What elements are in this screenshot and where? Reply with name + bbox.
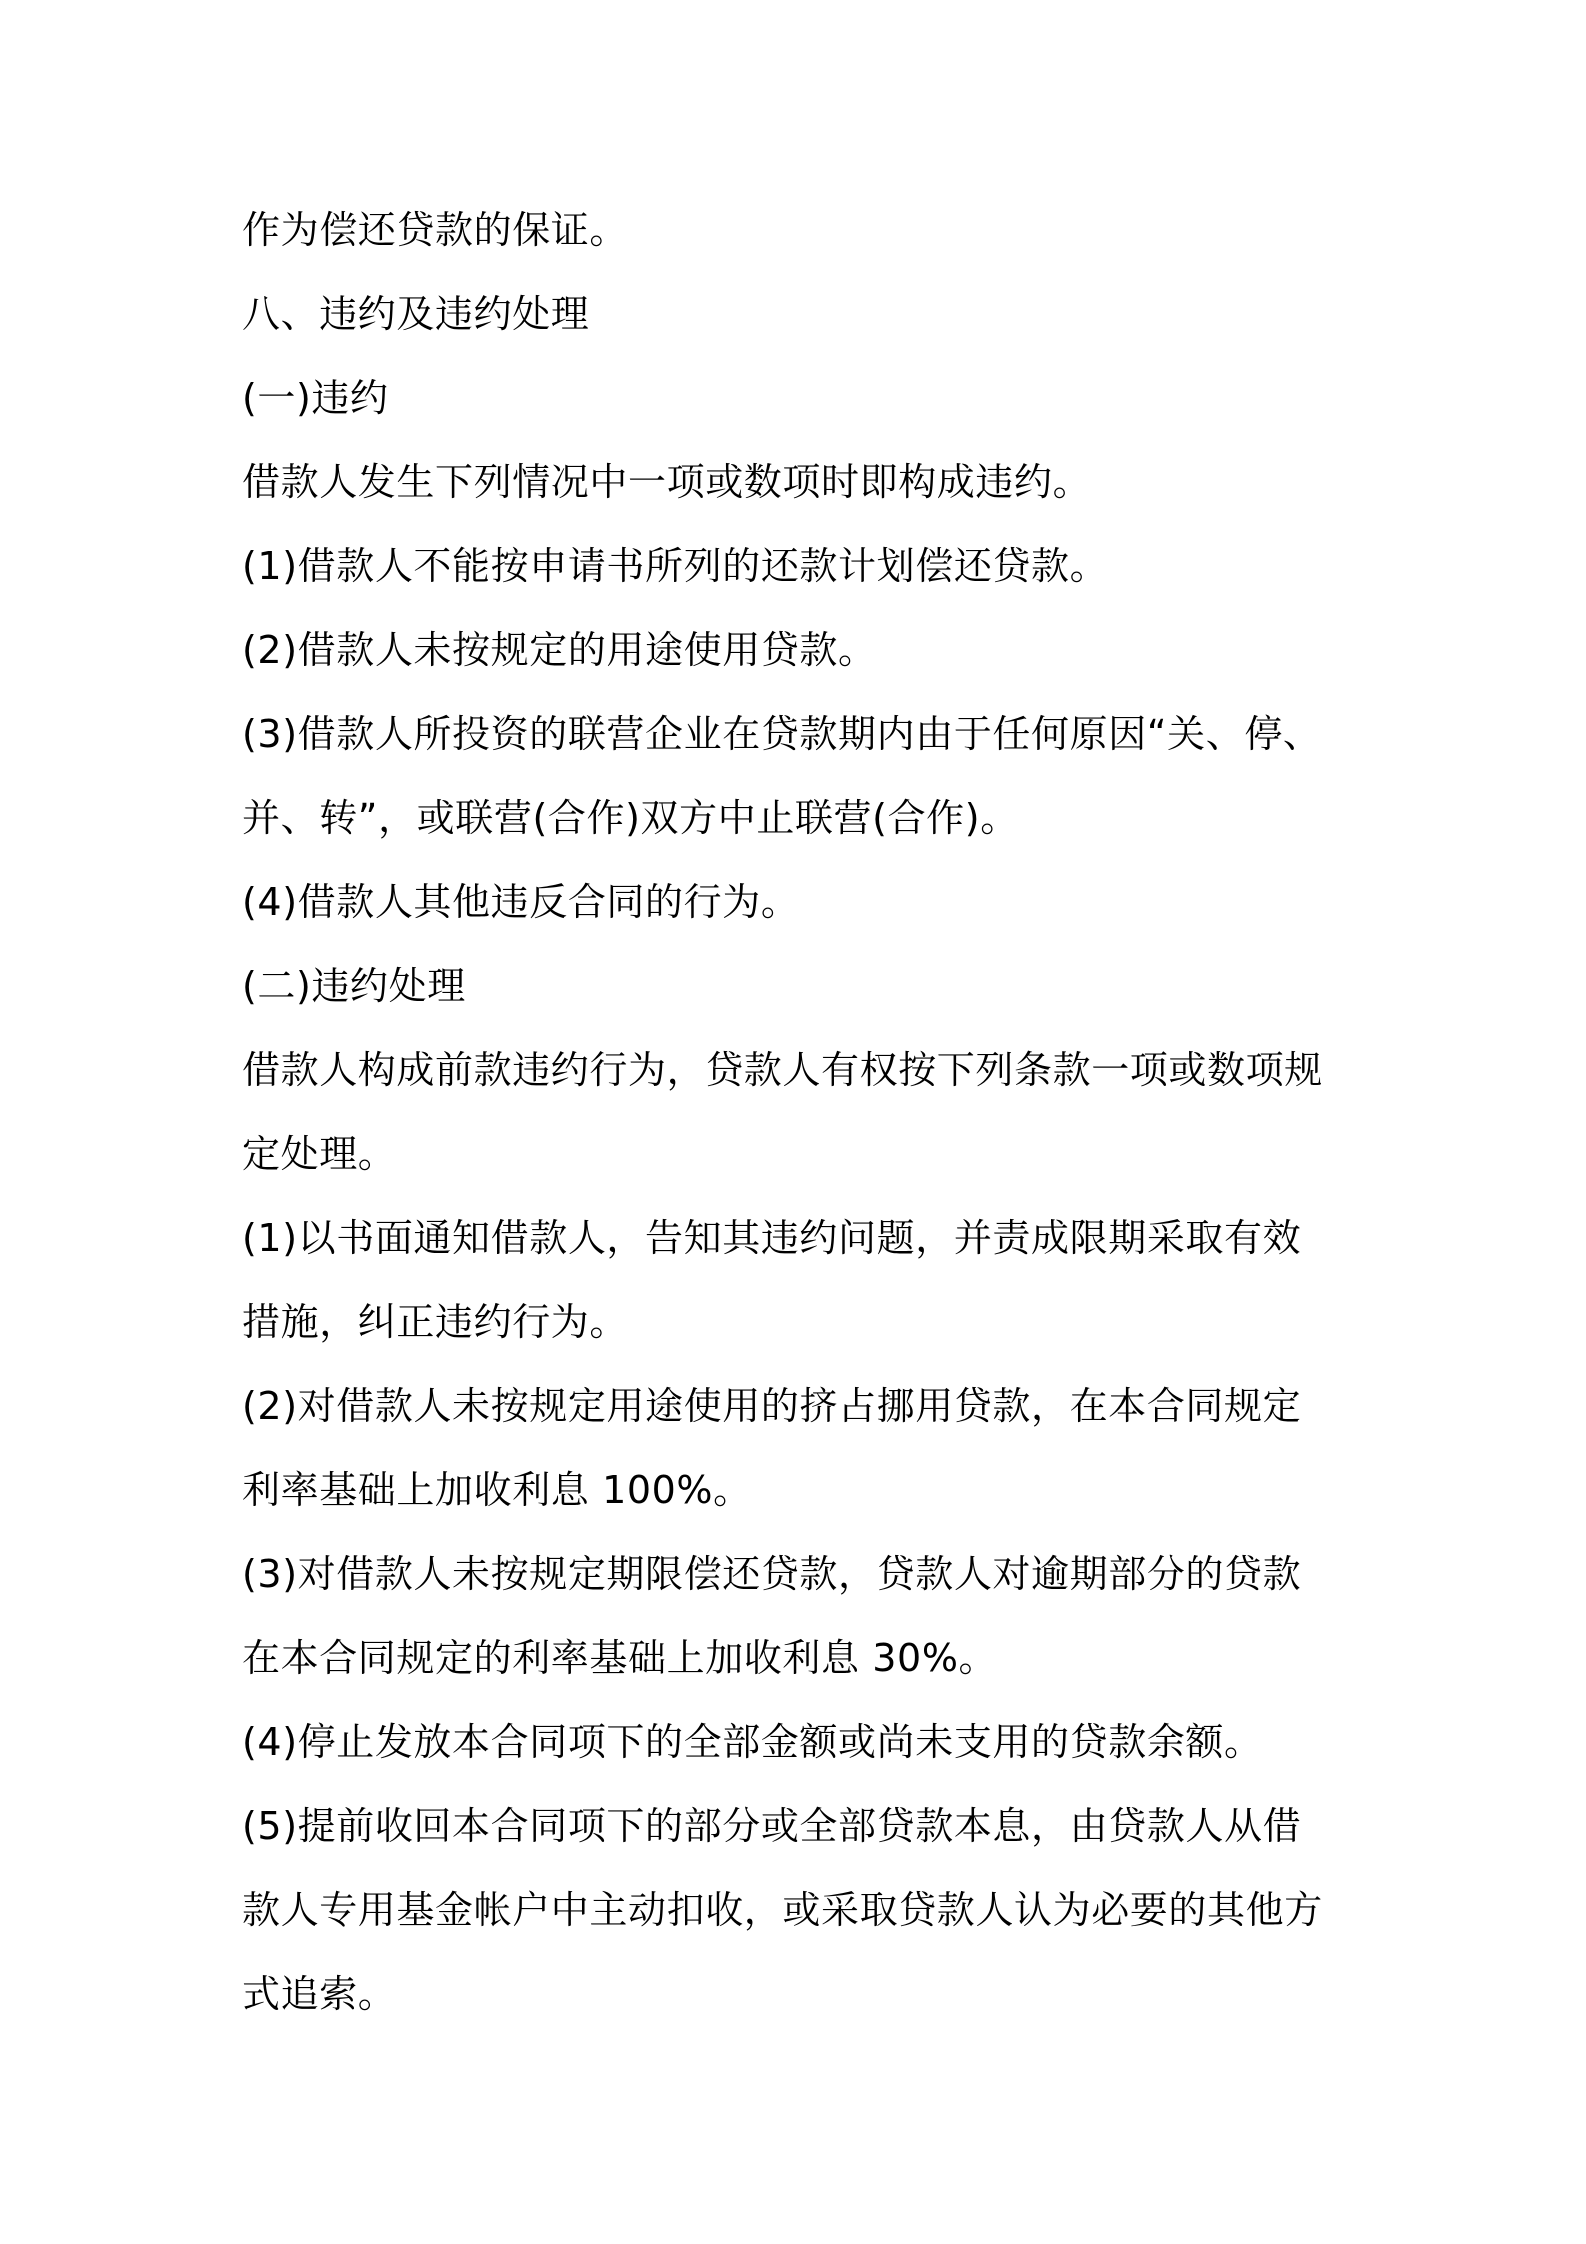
text-line: 在本合同规定的利率基础上加收利息 30%。 <box>242 1636 998 1680</box>
list-item: (4)停止发放本合同项下的全部金额或尚未支用的贷款余额。 <box>242 1720 1263 1764</box>
section-heading: 八、违约及违约处理 <box>242 292 590 336</box>
text-line: 借款人构成前款违约行为，贷款人有权按下列条款一项或数项规 <box>242 1048 1323 1092</box>
subsection-heading: (一)违约 <box>242 376 389 420</box>
text-line: 借款人发生下列情况中一项或数项时即构成违约。 <box>242 460 1092 504</box>
text-line: 作为偿还贷款的保证。 <box>242 208 629 252</box>
list-item: (2)对借款人未按规定用途使用的挤占挪用贷款，在本合同规定 <box>242 1384 1302 1428</box>
text-line: 定处理。 <box>242 1132 397 1176</box>
list-item: (3)对借款人未按规定期限偿还贷款，贷款人对逾期部分的贷款 <box>242 1552 1302 1596</box>
list-item: (1)借款人不能按申请书所列的还款计划偿还贷款。 <box>242 544 1109 588</box>
list-item: (5)提前收回本合同项下的部分或全部贷款本息，由贷款人从借 <box>242 1804 1302 1848</box>
text-line: 并、转”，或联营(合作)双方中止联营(合作)。 <box>242 796 1019 840</box>
subsection-heading: (二)违约处理 <box>242 964 466 1008</box>
list-item: (2)借款人未按规定的用途使用贷款。 <box>242 628 877 672</box>
document-body <box>242 188 1372 2036</box>
list-item: (4)借款人其他违反合同的行为。 <box>242 880 800 924</box>
text-line: 措施，纠正违约行为。 <box>242 1300 629 1344</box>
list-item: (1)以书面通知借款人，告知其违约问题，并责成限期采取有效 <box>242 1216 1302 1260</box>
text-line: 利率基础上加收利息 100%。 <box>242 1468 752 1512</box>
list-item: (3)借款人所投资的联营企业在贷款期内由于任何原因“关、停、 <box>242 712 1322 756</box>
text-line: 式追索。 <box>242 1972 397 2016</box>
text-line: 款人专用基金帐户中主动扣收，或采取贷款人认为必要的其他方 <box>242 1888 1323 1932</box>
